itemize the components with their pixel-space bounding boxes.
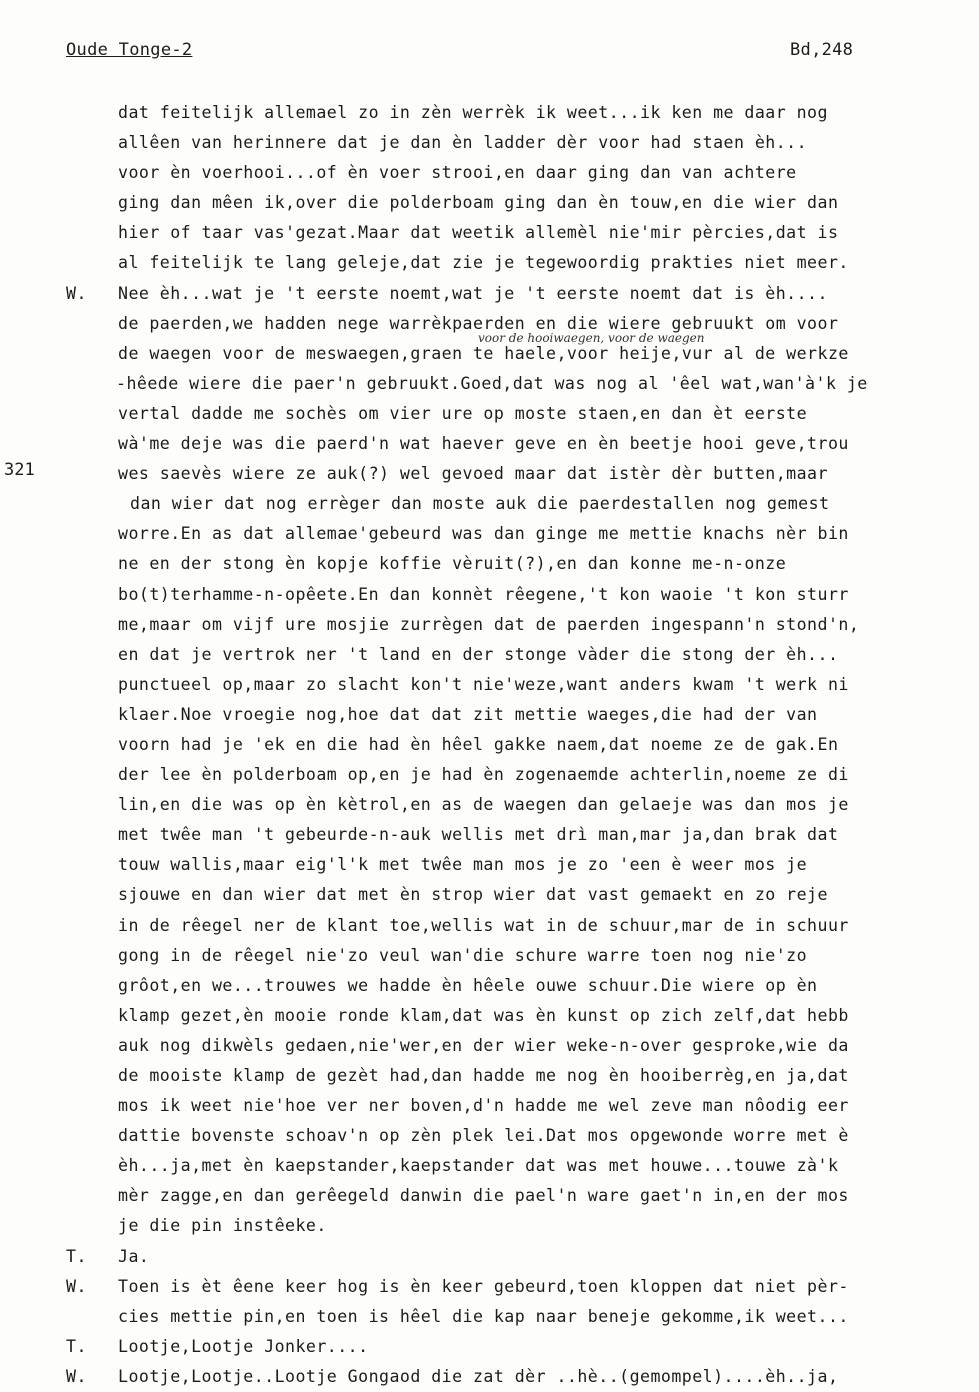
line-text: in de rêegel ner de klant toe,wellis wat in de schuur,mar de in schuur xyxy=(118,915,849,935)
transcript-line xyxy=(66,700,979,730)
transcript-line xyxy=(66,1001,979,1031)
transcript-line xyxy=(66,580,979,610)
line-text: ne en der stong èn kopje koffie vèruit(?),en dan konne me-n-onze xyxy=(118,554,787,574)
transcript-line xyxy=(66,640,979,670)
transcript-line xyxy=(66,1272,979,1302)
line-text: punctueel op,maar zo slacht kon't nie'weze,want anders kwam 't werk ni xyxy=(118,674,849,694)
line-text: allêen van herinnere dat je dan èn ladder dèr voor had staen èh... xyxy=(118,133,808,153)
line-text: touw wallis,maar eig'l'k met twêe man mos je zo 'een è weer mos je xyxy=(118,855,808,875)
line-text: lin,en die was op èn kètrol,en as de waegen dan gelaeje was dan mos je xyxy=(118,795,849,815)
line-text: bo(t)terhamme-n-opêete.En dan konnèt rêegene,'t kon waoie 't kon sturr xyxy=(118,584,849,604)
line-text: -hêede wiere die paer'n gebruukt.Goed,dat was nog al 'êel wat,wan'à'k je xyxy=(116,373,868,393)
transcript-line xyxy=(66,941,979,971)
document-page-code: Bd,248 xyxy=(790,40,854,60)
speaker-label: T. xyxy=(66,1336,87,1356)
line-text: der lee èn polderboam op,en je had èn zogenaemde achterlin,noeme ze di xyxy=(118,765,849,785)
transcript-line xyxy=(66,880,979,910)
transcript-line xyxy=(66,98,979,128)
transcript-line xyxy=(66,790,979,820)
line-text: wà'me deje was die paerd'n wat haever geve en èn beetje hooi geve,trou xyxy=(118,434,849,454)
transcript-line xyxy=(66,1121,979,1151)
speaker-label: T. xyxy=(66,1246,87,1266)
line-text: vertal dadde me sochès om vier ure op moste staen,en dan èt eerste xyxy=(118,403,808,423)
transcript-line xyxy=(66,549,979,579)
transcript-line xyxy=(66,309,979,339)
line-text: Ja. xyxy=(118,1246,150,1266)
line-text: voor èn voerhooi...of èn voer strooi,en daar ging dan van achtere xyxy=(118,163,797,183)
transcript-line xyxy=(66,730,979,760)
transcript-line xyxy=(66,1181,979,1211)
transcript-line xyxy=(66,1031,979,1061)
transcript-line xyxy=(66,188,979,218)
transcript-body xyxy=(66,98,979,1392)
transcript-line xyxy=(66,489,979,519)
transcript-line xyxy=(66,399,979,429)
line-text: dat feitelijk allemael zo in zèn werrèk ik weet...ik ken me daar nog xyxy=(118,103,828,122)
transcript-line xyxy=(66,1151,979,1181)
transcript-line xyxy=(66,459,979,489)
line-text: auk nog dikwèls gedaen,nie'wer,en der wier weke-n-over gesproke,wie da xyxy=(118,1035,849,1055)
line-text: de mooiste klamp de gezèt had,dan hadde me nog èn hooiberrèg,en ja,dat xyxy=(118,1066,849,1085)
transcript-line xyxy=(66,1332,979,1362)
transcript-line xyxy=(66,1362,979,1392)
transcript-line xyxy=(66,1091,979,1121)
line-text: worre.En as dat allemae'gebeurd was dan ginge me mettie knachs nèr bin xyxy=(118,524,849,544)
transcript-line xyxy=(66,670,979,700)
line-text: Lootje,Lootje Jonker.... xyxy=(118,1336,369,1356)
transcript-line xyxy=(66,369,979,399)
transcript-line xyxy=(66,971,979,1001)
line-text: wes saevès wiere ze auk(?) wel gevoed maar dat istèr dèr butten,maar xyxy=(118,464,828,484)
transcript-line xyxy=(66,128,979,158)
line-text: sjouwe en dan wier dat met èn strop wier dat vast gemaekt en zo reje xyxy=(118,885,828,905)
line-text: gong in de rêegel nie'zo veul wan'die schure warre toen nog nie'zo xyxy=(118,945,808,965)
line-text: je die pin instêeke. xyxy=(118,1216,327,1236)
line-text: de waegen voor de meswaegen,graen te haele,voor heije,vur al de werkze xyxy=(118,343,849,363)
transcript-line xyxy=(66,1061,979,1091)
transcript-line xyxy=(66,158,979,188)
margin-number: 321 xyxy=(4,460,35,480)
line-text: me,maar om vijf ure mosjie zurrègen dat de paerden ingespann'n stond'n, xyxy=(118,614,860,634)
line-text: mèr zagge,en dan gerêegeld danwin die pael'n ware gaet'n in,en der mos xyxy=(118,1186,849,1206)
transcript-line xyxy=(66,429,979,459)
transcript-line xyxy=(66,339,979,369)
transcript-line xyxy=(66,1211,979,1241)
line-text: al feitelijk te lang geleje,dat zie je tegewoordig prakties niet meer. xyxy=(118,253,849,273)
transcript-line xyxy=(66,218,979,248)
line-text: Lootje,Lootje..Lootje Gongaod die zat dèr ..hè..(gemompel)....èh..ja, xyxy=(118,1366,839,1386)
speaker-label: W. xyxy=(66,1366,87,1386)
speaker-label: W. xyxy=(66,283,87,303)
line-text: grôot,en we...trouwes we hadde èn hêele ouwe schuur.Die wiere op èn xyxy=(118,975,818,995)
line-text: Toen is èt êene keer hog is èn keer gebeurd,toen kloppen dat niet pèr- xyxy=(118,1276,849,1296)
document-header-title: Oude Tonge-2 xyxy=(66,40,193,60)
line-text: klaer.Noe vroegie nog,hoe dat dat zit mettie waeges,die had der van xyxy=(118,704,818,724)
line-text: dattie bovenste schoav'n op zèn plek lei.Dat mos opgewonde worre met è xyxy=(118,1126,849,1146)
transcript-line xyxy=(66,1242,979,1272)
line-text: dan wier dat nog errèger dan moste auk die paerdestallen nog gemest xyxy=(130,494,830,514)
line-text: èh...ja,met èn kaepstander,kaepstander dat was met houwe...touwe zà'k xyxy=(118,1156,839,1176)
transcript-line xyxy=(66,911,979,941)
transcript-line xyxy=(66,850,979,880)
handwritten-insert: voor de hooiwaegen, voor de waegen xyxy=(478,331,705,345)
line-text: voorn had je 'ek en die had èn hêel gakke naem,dat noeme ze de gak.En xyxy=(118,734,839,754)
transcript-line xyxy=(66,248,979,278)
transcript-line xyxy=(66,519,979,549)
line-text: mos ik weet nie'hoe ver ner boven,d'n hadde me wel zeve man nôodig eer xyxy=(118,1096,849,1116)
line-text: met twêe man 't gebeurde-n-auk wellis met drì man,mar ja,dan brak dat xyxy=(118,825,839,845)
transcript-line xyxy=(66,760,979,790)
line-text: de paerden,we hadden nege warrèkpaerden en die wiere gebruukt om voor xyxy=(118,313,839,333)
speaker-label: W. xyxy=(66,1276,87,1296)
line-text: klamp gezet,èn mooie ronde klam,dat was èn kunst op zich zelf,dat hebb xyxy=(118,1005,849,1025)
line-text: Nee èh...wat je 't eerste noemt,wat je 't eerste noemt dat is èh.... xyxy=(118,283,828,303)
transcript-line xyxy=(66,1302,979,1332)
line-text: cies mettie pin,en toen is hêel die kap naar beneje gekomme,ik weet... xyxy=(118,1306,849,1326)
transcript-line xyxy=(66,610,979,640)
line-text: en dat je vertrok ner 't land en der stonge vàder die stong der èh... xyxy=(118,644,839,664)
transcript-line xyxy=(66,820,979,850)
line-text: ging dan mêen ik,over die polderboam ging dan èn touw,en die wier dan xyxy=(118,193,839,213)
line-text: hier of taar vas'gezat.Maar dat weetik allemèl nie'mir pèrcies,dat is xyxy=(118,223,839,243)
transcript-line xyxy=(66,279,979,309)
